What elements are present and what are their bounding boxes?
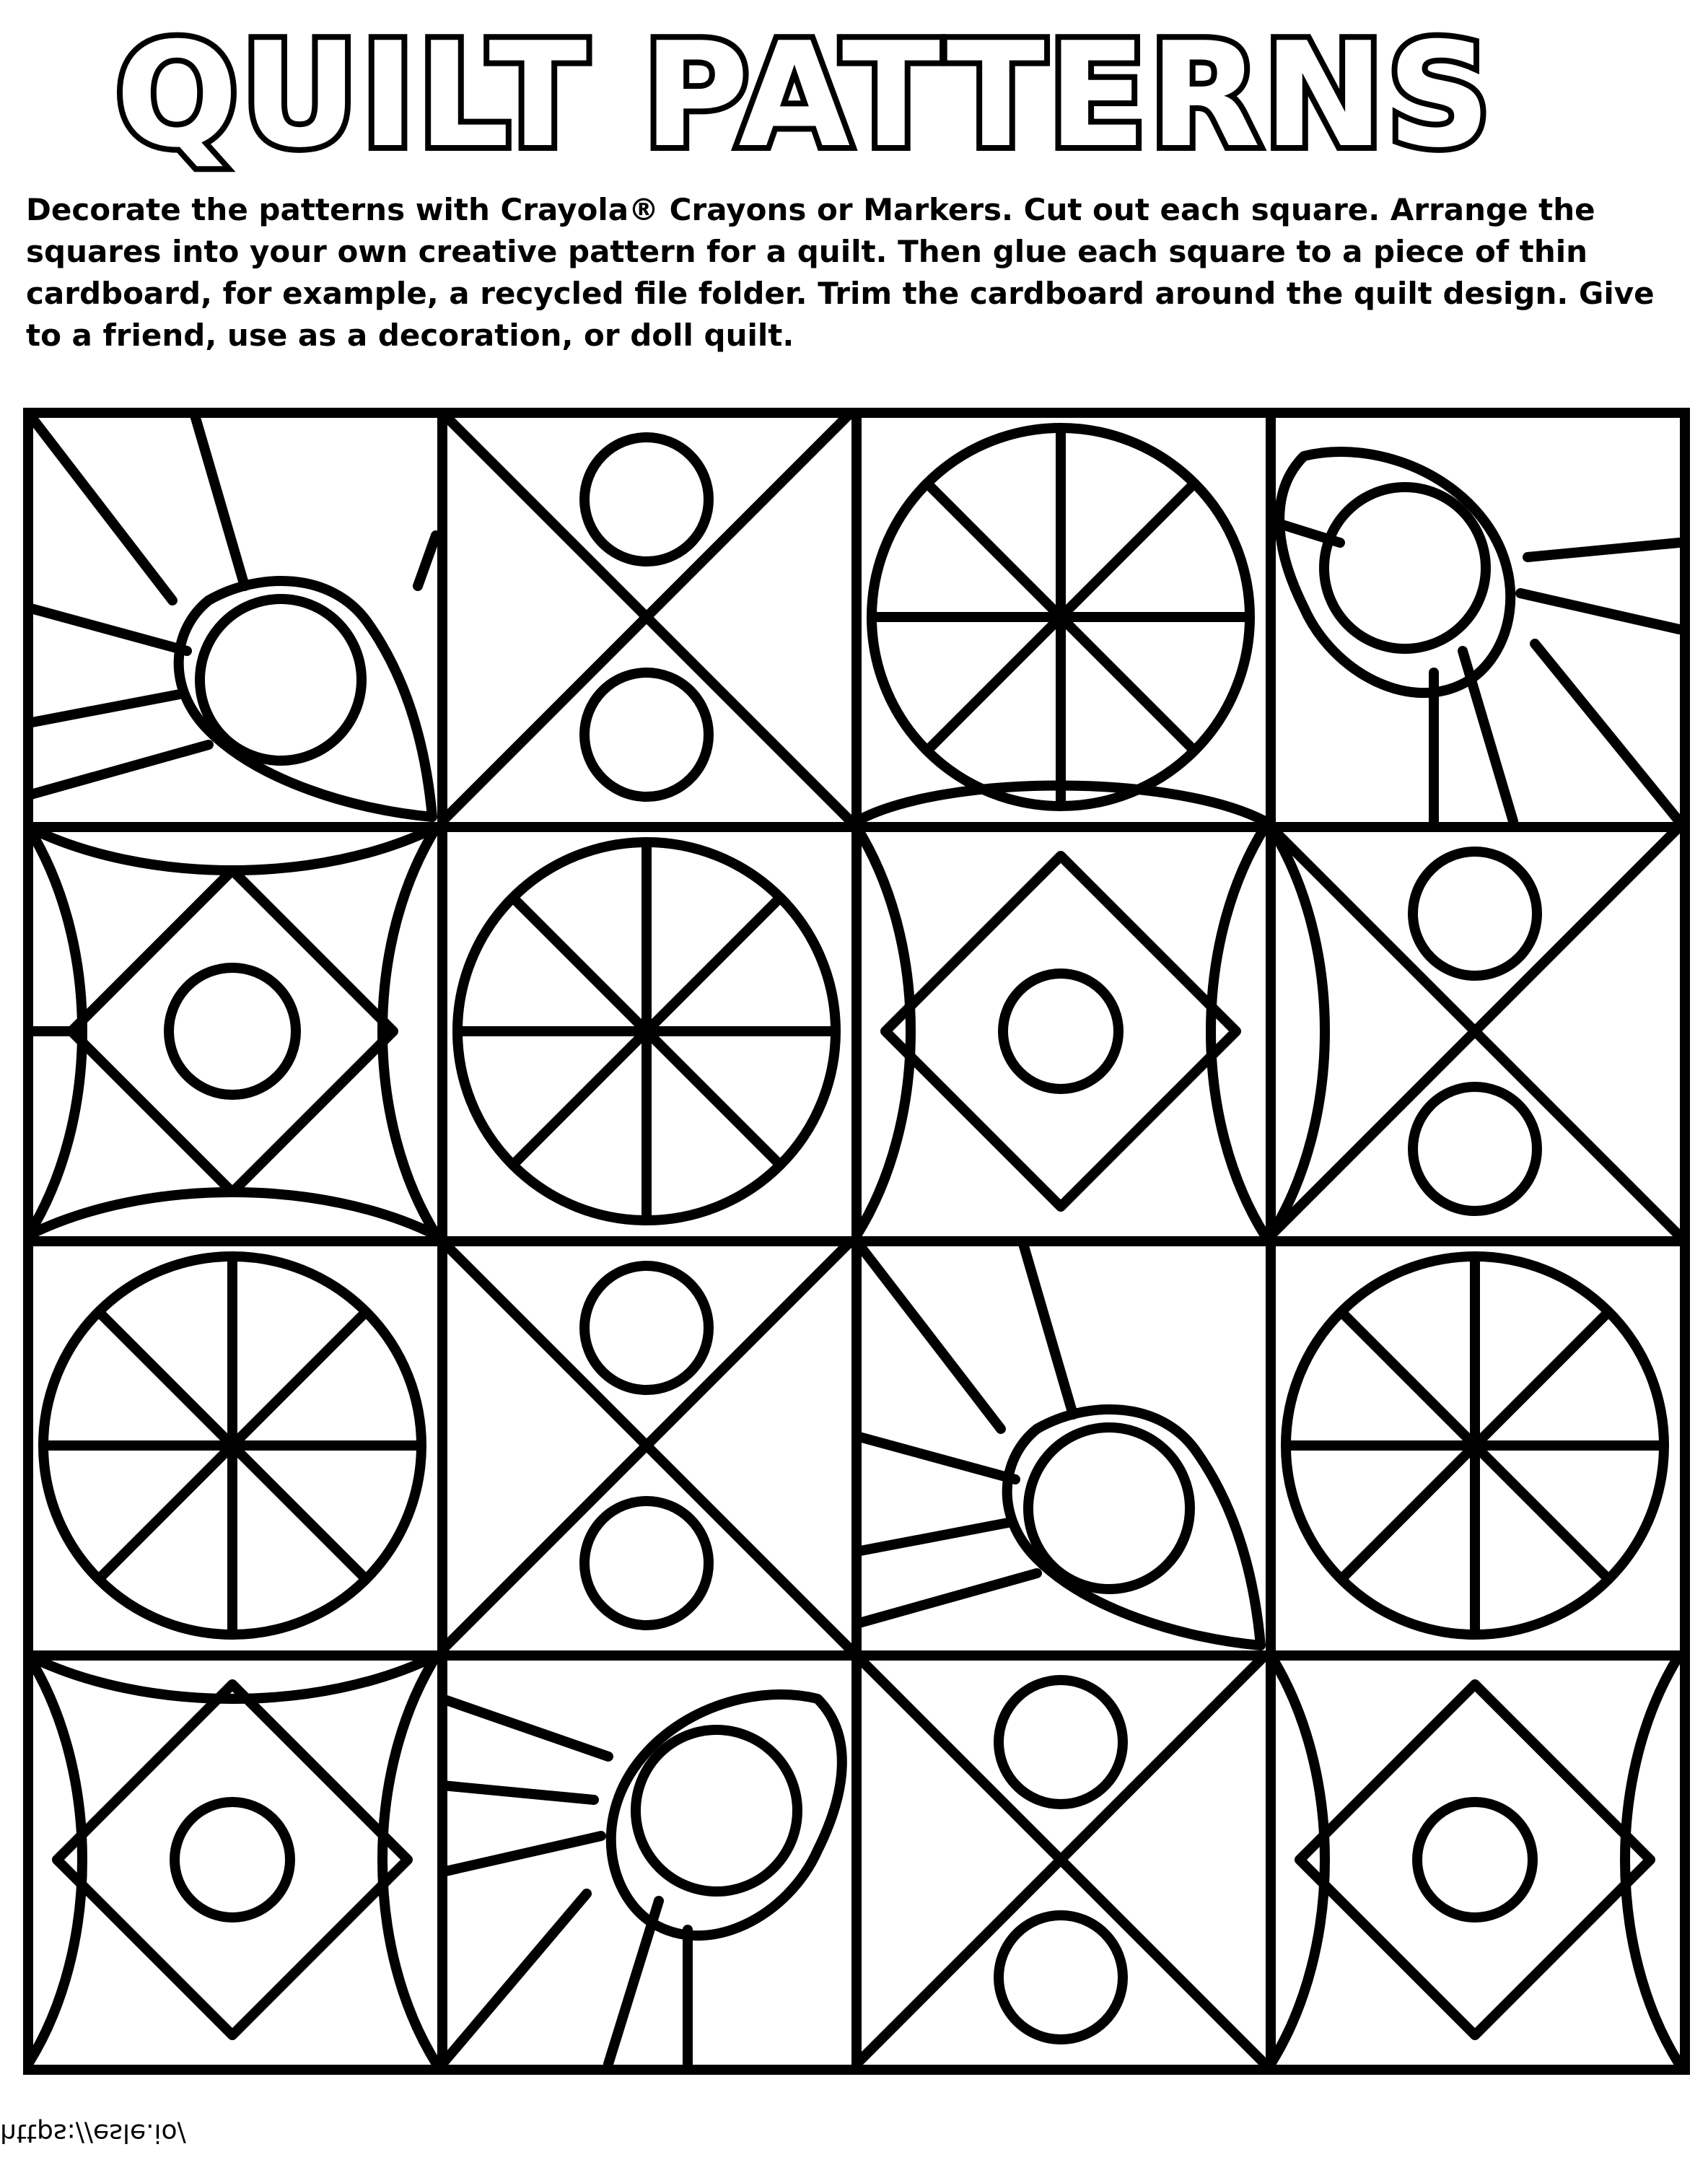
block-pinwheel-circle (1286, 1256, 1664, 1635)
watermark-text: https://esle.io/ (0, 2118, 186, 2148)
block-pinwheel-circle (457, 842, 836, 1220)
instructions-text: Decorate the patterns with Crayola® Crayons or Markers. Cut out each square. Arrange the squares into your own creative pattern for a quilt. Then glue each square to a piece of thin cardboard, for example, a recycled file folder. Trim the cardboard around the quilt design. Give to a friend, use as a decoration, or doll quilt. (26, 192, 1655, 353)
page-title: QUILT PATTERNS (115, 12, 1494, 180)
block-pinwheel-circle (43, 1256, 421, 1635)
quilt-pattern-grid (23, 408, 1690, 2075)
